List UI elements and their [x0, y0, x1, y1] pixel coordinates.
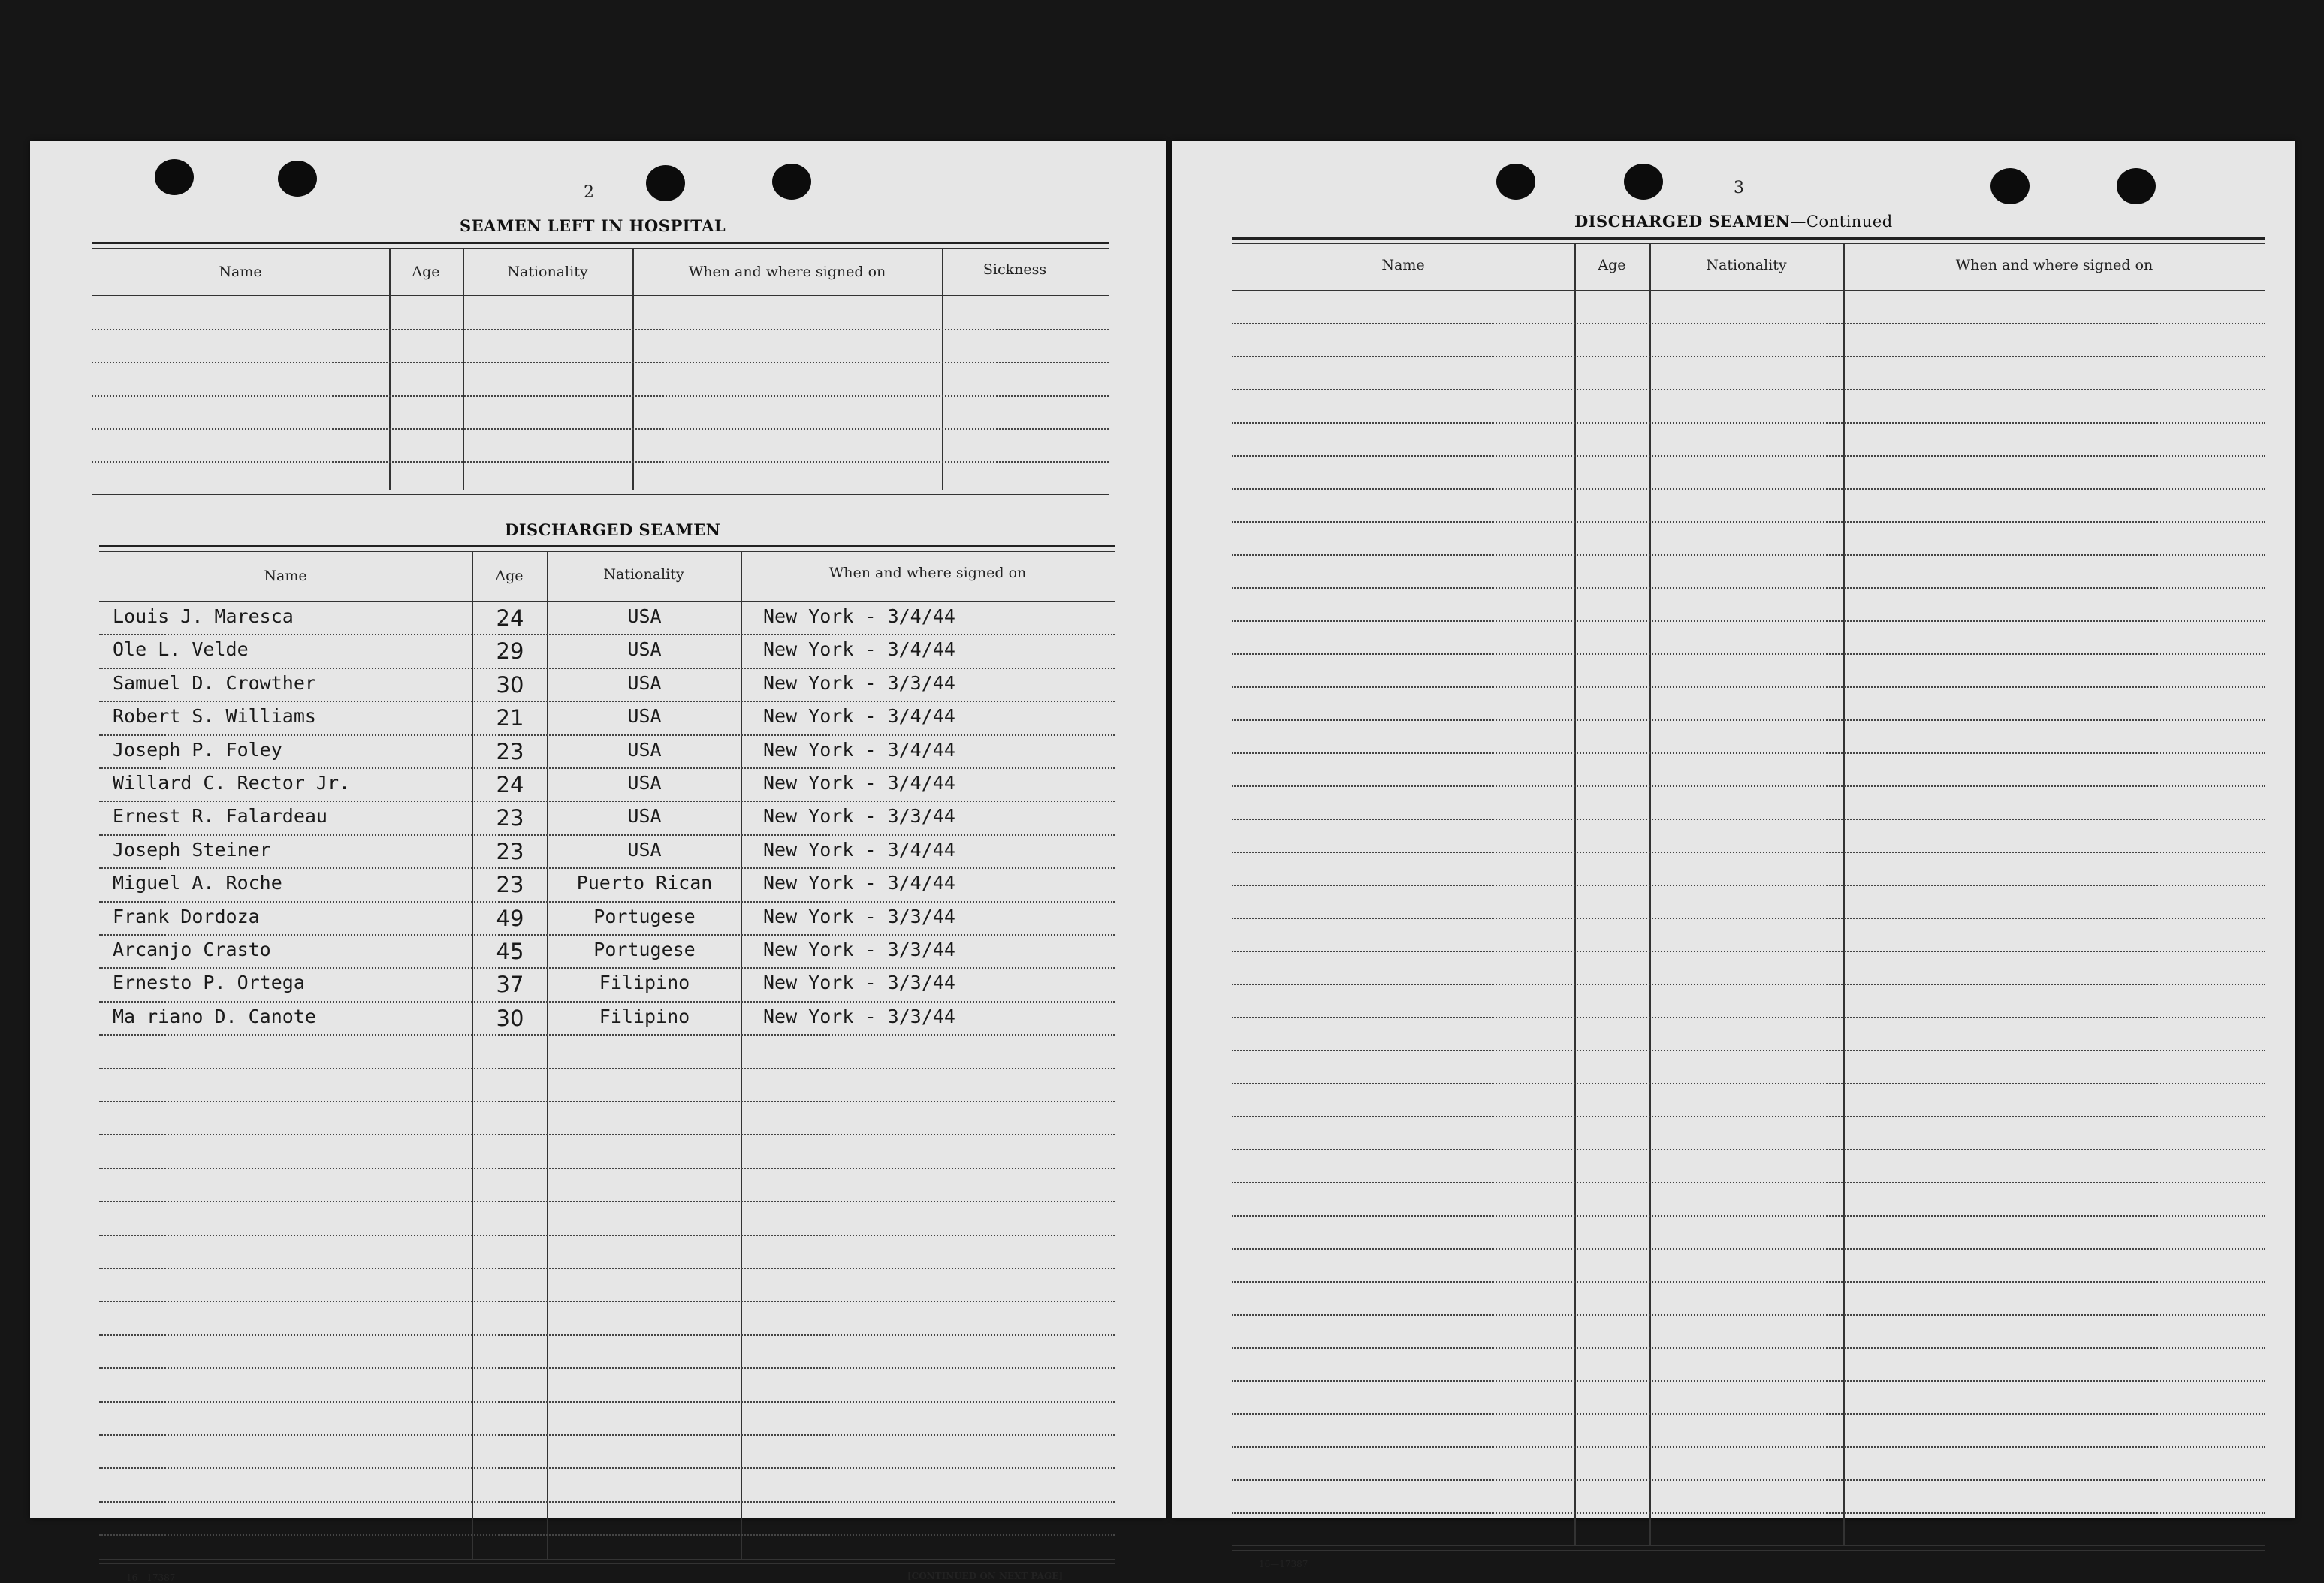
column-header-signed-on: When and where signed on	[828, 565, 1027, 581]
row-line	[1232, 885, 2265, 886]
row-line	[1232, 918, 2265, 919]
cell-age: 23	[496, 738, 524, 764]
cell-name: Robert S. Williams	[113, 705, 316, 728]
row-line	[99, 1334, 1115, 1336]
cell-name: Ole L. Velde	[113, 638, 249, 661]
column-header-signed-on: When and where signed on	[1955, 257, 2153, 273]
cell-nationality: USA	[627, 705, 662, 728]
row-line	[1232, 785, 2265, 787]
cell-signed-on: New York - 3/3/44	[763, 905, 955, 927]
table-rule	[99, 545, 1115, 547]
row-line	[1232, 951, 2265, 952]
row-line	[99, 734, 1115, 736]
row-line	[1232, 686, 2265, 688]
cell-age: 21	[496, 705, 524, 731]
table-rule	[92, 242, 1109, 244]
row-line	[1232, 620, 2265, 622]
cell-name: Arcanjo Crasto	[113, 939, 271, 960]
row-line	[92, 461, 1109, 463]
cell-nationality: USA	[627, 738, 662, 761]
row-line	[99, 1301, 1115, 1302]
cell-name: Ernest R. Falardeau	[113, 805, 327, 828]
column-divider	[1649, 243, 1651, 1545]
punch-hole	[1496, 164, 1535, 200]
cell-name: Joseph Steiner	[113, 838, 271, 861]
row-line	[92, 362, 1109, 363]
cell-signed-on: New York - 3/3/44	[763, 1005, 955, 1027]
row-line	[1232, 984, 2265, 985]
cell-nationality: Filipino	[599, 972, 690, 994]
row-line	[99, 668, 1115, 669]
row-line	[99, 1467, 1115, 1469]
cell-age: 29	[496, 638, 524, 665]
cell-signed-on: New York - 3/4/44	[763, 738, 955, 761]
column-header-sickness: Sickness	[982, 261, 1047, 278]
cell-age: 30	[496, 671, 524, 698]
row-line	[1232, 1215, 2265, 1217]
row-line	[99, 1001, 1115, 1003]
row-line	[99, 1101, 1115, 1102]
left-page	[30, 141, 1166, 1583]
column-divider	[1574, 243, 1576, 1545]
row-line	[1232, 323, 2265, 324]
row-line	[1232, 1116, 2265, 1117]
row-line	[1232, 389, 2265, 390]
row-line	[1232, 819, 2265, 820]
column-divider	[942, 248, 943, 490]
row-line	[99, 1268, 1115, 1269]
row-line	[1232, 1347, 2265, 1349]
row-line	[1232, 653, 2265, 655]
row-line	[1232, 422, 2265, 424]
row-line	[1232, 1380, 2265, 1382]
hospital-section-title: SEAMEN LEFT IN HOSPITAL	[460, 216, 726, 235]
column-header-age: Age	[412, 264, 440, 280]
cell-signed-on: New York - 3/4/44	[763, 872, 955, 894]
cell-name: Willard C. Rector Jr.	[113, 772, 351, 794]
cell-nationality: USA	[627, 838, 662, 861]
column-divider	[1843, 243, 1845, 1545]
cell-name: Louis J. Maresca	[113, 605, 294, 627]
table-rule	[92, 295, 1109, 296]
cell-nationality: Portugese	[593, 939, 696, 960]
row-line	[99, 1134, 1115, 1135]
cell-signed-on: New York - 3/4/44	[763, 605, 955, 627]
row-line	[99, 901, 1115, 903]
row-line	[99, 867, 1115, 869]
cell-name: Frank Dordoza	[113, 905, 260, 927]
row-line	[99, 1201, 1115, 1202]
row-line	[99, 934, 1115, 936]
row-line	[1232, 1413, 2265, 1415]
column-divider	[389, 248, 391, 490]
column-divider	[741, 551, 742, 1559]
row-line	[92, 395, 1109, 397]
cell-signed-on: New York - 3/4/44	[763, 838, 955, 861]
punch-hole	[1990, 168, 2030, 204]
cell-name: Samuel D. Crowther	[113, 671, 316, 694]
cell-nationality: Filipino	[599, 1005, 690, 1027]
column-header-nationality: Nationality	[603, 566, 684, 583]
row-line	[1232, 1248, 2265, 1250]
column-header-nationality: Nationality	[1706, 257, 1787, 273]
row-line	[1232, 1314, 2265, 1316]
cell-signed-on: New York - 3/4/44	[763, 772, 955, 794]
punch-hole	[2117, 168, 2156, 204]
row-line	[1232, 455, 2265, 457]
cell-age: 24	[496, 605, 524, 631]
row-line	[1232, 1017, 2265, 1018]
column-header-signed-on: When and where signed on	[688, 264, 886, 280]
row-line	[1232, 554, 2265, 556]
continued-note: [CONTINUED ON NEXT PAGE]	[907, 1571, 1064, 1581]
row-line	[99, 1235, 1115, 1236]
column-header-name: Name	[219, 264, 262, 280]
table-rule	[1232, 1550, 2265, 1551]
row-line	[92, 428, 1109, 430]
table-rule	[99, 1563, 1115, 1564]
cell-nationality: Portugese	[593, 905, 696, 927]
cell-age: 37	[496, 972, 524, 998]
cell-age: 45	[496, 939, 524, 964]
cell-nationality: USA	[627, 772, 662, 794]
table-rule	[1232, 237, 2265, 240]
row-line	[1232, 356, 2265, 357]
row-line	[1232, 752, 2265, 754]
cell-name: Miguel A. Roche	[113, 872, 282, 894]
punch-hole	[155, 159, 194, 195]
cell-age: 23	[496, 838, 524, 864]
row-line	[99, 1434, 1115, 1436]
cell-signed-on: New York - 3/3/44	[763, 671, 955, 694]
row-line	[1232, 1479, 2265, 1481]
row-line	[99, 1168, 1115, 1169]
row-line	[1232, 587, 2265, 589]
column-header-name: Name	[264, 568, 307, 584]
table-rule	[99, 601, 1115, 602]
row-line	[1232, 488, 2265, 490]
punch-hole	[1624, 164, 1663, 200]
row-line	[99, 1401, 1115, 1403]
row-line	[1232, 1083, 2265, 1084]
form-number: 16—17387	[1259, 1559, 1308, 1569]
row-line	[99, 1034, 1115, 1036]
row-line	[1232, 1512, 2265, 1514]
discharged-continued-title: DISCHARGED SEAMEN—Continued	[1574, 212, 1893, 231]
row-line	[99, 834, 1115, 836]
table-rule	[99, 551, 1115, 552]
row-line	[99, 701, 1115, 702]
row-line	[1232, 1446, 2265, 1448]
cell-nationality: USA	[627, 605, 662, 627]
punch-hole	[646, 165, 685, 201]
cell-age: 30	[496, 1005, 524, 1031]
cell-nationality: USA	[627, 805, 662, 828]
cell-name: Ma riano D. Canote	[113, 1005, 316, 1027]
row-line	[1232, 521, 2265, 523]
cell-nationality: USA	[627, 671, 662, 694]
column-divider	[472, 551, 473, 1559]
row-line	[1232, 1182, 2265, 1183]
cell-age: 24	[496, 772, 524, 798]
row-line	[1232, 719, 2265, 721]
row-line	[99, 967, 1115, 969]
punch-hole	[772, 164, 811, 200]
table-rule	[1232, 243, 2265, 244]
table-rule	[99, 1559, 1115, 1560]
row-line	[99, 801, 1115, 802]
row-line	[99, 1367, 1115, 1369]
column-header-nationality: Nationality	[507, 264, 588, 280]
table-rule	[92, 494, 1109, 495]
discharged-section-title: DISCHARGED SEAMEN	[505, 520, 721, 539]
cell-age: 49	[496, 905, 524, 931]
cell-age: 23	[496, 805, 524, 831]
row-line	[99, 1534, 1115, 1536]
page-number: 3	[1734, 179, 1744, 197]
table-rule	[92, 248, 1109, 249]
row-line	[1232, 852, 2265, 853]
row-line	[99, 1501, 1115, 1503]
cell-signed-on: New York - 3/3/44	[763, 805, 955, 828]
cell-age: 23	[496, 872, 524, 898]
row-line	[99, 1068, 1115, 1069]
cell-name: Ernesto P. Ortega	[113, 972, 305, 994]
column-header-age: Age	[495, 568, 524, 584]
column-divider	[463, 248, 464, 490]
form-number: 16—17387	[126, 1572, 176, 1583]
row-line	[92, 329, 1109, 330]
row-line	[1232, 1149, 2265, 1150]
row-line	[1232, 1281, 2265, 1283]
column-divider	[632, 248, 634, 490]
row-line	[99, 634, 1115, 635]
column-header-age: Age	[1598, 257, 1626, 273]
column-divider	[547, 551, 548, 1559]
column-header-name: Name	[1381, 257, 1425, 273]
page-number: 2	[584, 183, 594, 202]
row-line	[1232, 1050, 2265, 1051]
row-line	[99, 767, 1115, 769]
punch-hole	[278, 161, 317, 197]
cell-signed-on: New York - 3/3/44	[763, 972, 955, 994]
cell-signed-on: New York - 3/4/44	[763, 705, 955, 728]
cell-signed-on: New York - 3/4/44	[763, 638, 955, 661]
cell-nationality: USA	[627, 638, 662, 661]
cell-name: Joseph P. Foley	[113, 738, 282, 761]
right-page	[1172, 141, 2295, 1569]
table-rule	[1232, 1545, 2265, 1546]
table-rule	[1232, 290, 2265, 291]
cell-signed-on: New York - 3/3/44	[763, 939, 955, 960]
cell-nationality: Puerto Rican	[576, 872, 713, 894]
